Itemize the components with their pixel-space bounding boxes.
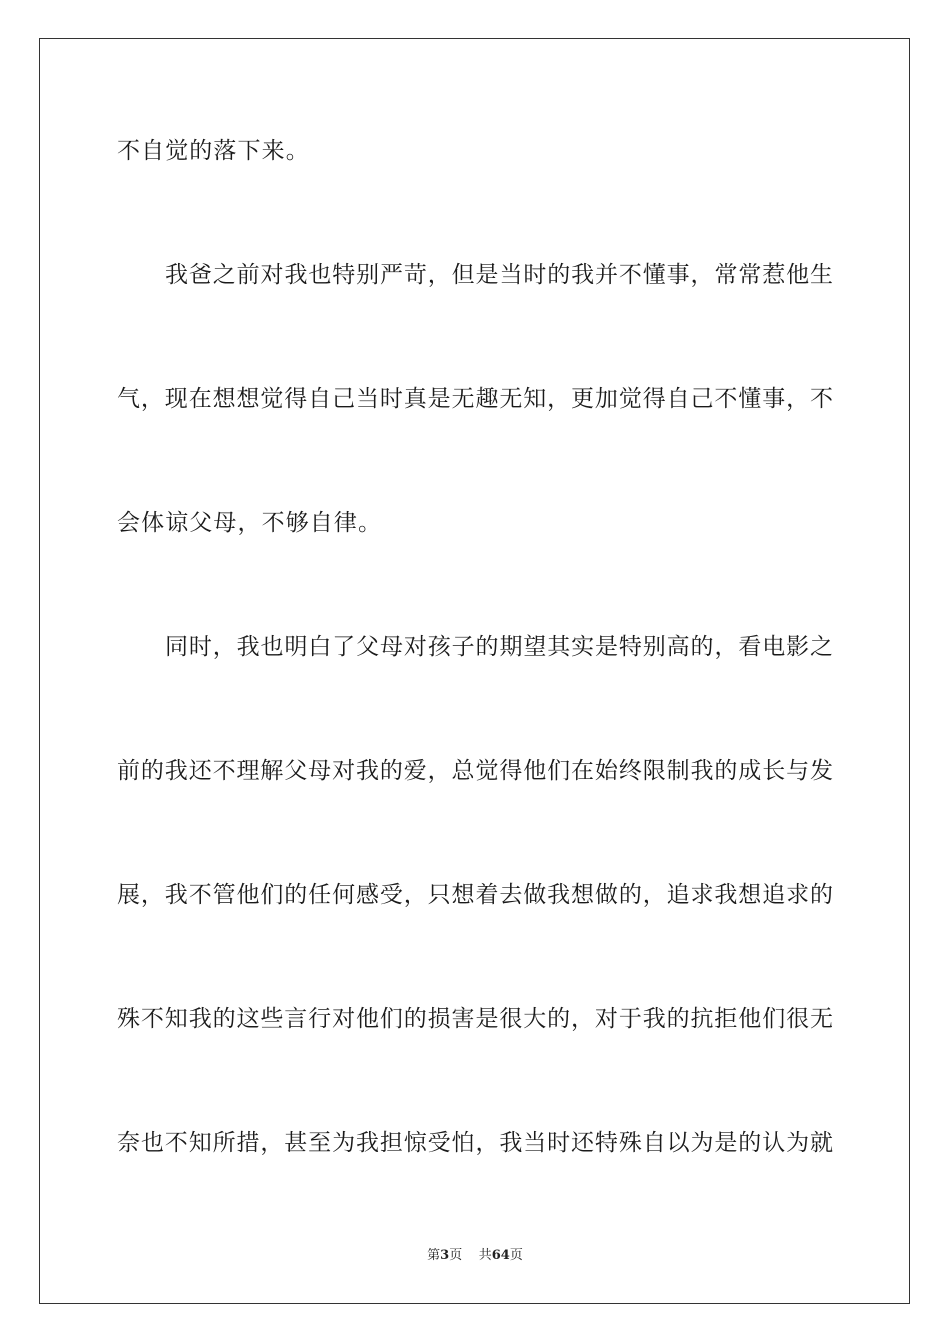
text-line: 前的我还不理解父母对我的爱，总觉得他们在始终限制我的成长与发	[117, 758, 833, 784]
page-footer	[0, 1247, 950, 1265]
paragraph-first-line: 同时，我也明白了父母对孩子的期望其实是特别高的，看电影之	[165, 634, 833, 660]
page-number: 3	[440, 1248, 450, 1263]
text-line: 奈也不知所措，甚至为我担惊受怕，我当时还特殊自以为是的认为就	[117, 1130, 833, 1156]
text-line: 气，现在想想觉得自己当时真是无趣无知，更加觉得自己不懂事，不	[117, 386, 833, 412]
page-suffix: 页	[449, 1248, 463, 1263]
page-border	[39, 38, 910, 1304]
total-suffix: 页	[509, 1248, 523, 1263]
text-line: 不自觉的落下来。	[117, 138, 310, 164]
total-pages: 64	[491, 1248, 510, 1263]
paragraph-first-line: 我爸之前对我也特别严苛，但是当时的我并不懂事，常常惹他生	[165, 262, 833, 288]
text-line: 展，我不管他们的任何感受，只想着去做我想做的，追求我想追求的	[117, 882, 833, 908]
total-prefix: 共	[478, 1248, 492, 1263]
page-prefix: 第	[427, 1248, 441, 1263]
text-line: 会体谅父母，不够自律。	[117, 510, 383, 536]
text-line: 殊不知我的这些言行对他们的损害是很大的，对于我的抗拒他们很无	[117, 1006, 833, 1032]
